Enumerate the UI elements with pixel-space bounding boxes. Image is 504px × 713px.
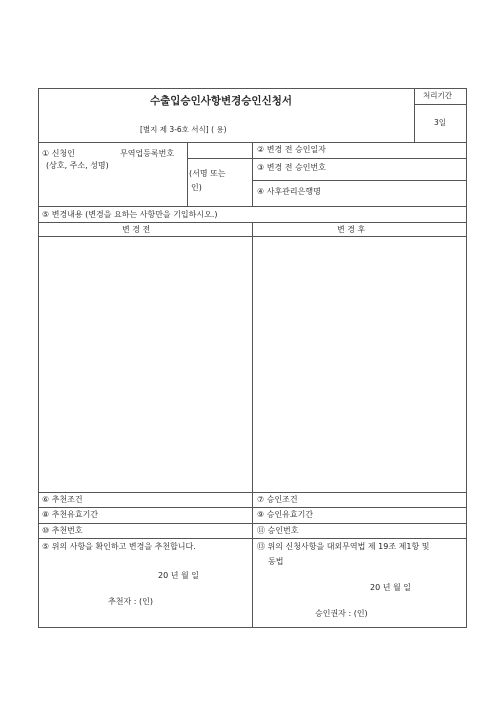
after-column-header: 변 경 후 [337,225,366,234]
row-line-4 [38,538,467,539]
form-title: 수출입승인사항변경승인신청서 [150,95,293,107]
change-content-label: ⑤ 변경내용 (변경을 요하는 사항만을 기입하시오.) [42,210,218,219]
trade-registration-label: 무역업등록번호 [120,149,175,158]
fields-divider [252,142,253,206]
approve-statement-1: ⑬ 위의 신청사항을 대외무역법 제 19조 제1항 및 [257,542,430,551]
approver-signature: 승인권자 : (인) [315,609,368,618]
recommend-condition: ⑥ 추천조건 [42,495,83,504]
processing-period-label: 처리기간 [423,91,452,100]
field-approval-number: ③ 변경 전 승인번호 [257,163,326,172]
form-subtitle: [별지 제 3-6호 서식] ( 용) [140,125,227,134]
field-line-2 [252,158,467,159]
row-line-2 [38,507,467,508]
recommend-statement: ⑤ 위의 사항을 확인하고 변경을 추천합니다. [42,542,196,551]
recommend-validity: ⑧ 추천유효기간 [42,510,99,519]
applicant-label: ① 신청인 [42,149,75,158]
recommender-signature: 추천자 : (인) [108,597,153,606]
approval-condition: ⑦ 승인조건 [257,495,298,504]
sign-cell-top [187,158,252,159]
approve-statement-2: 동법 [268,557,284,566]
sign-label-2: 인) [191,183,202,192]
applicant-sub-label: (상호, 주소, 성명) [46,161,109,170]
recommend-date: 20 년 월 일 [158,571,199,580]
applicant-bottom-line [38,206,467,207]
center-divider [252,222,253,628]
sign-label-1: (서명 또는 [189,169,226,178]
approval-validity: ⑨ 승인유효기간 [257,510,314,519]
before-column-header: 변 경 전 [122,225,151,234]
period-divider [414,104,467,105]
approval-number: ⑪ 승인번호 [257,526,299,535]
field-line-3 [252,180,467,181]
field-approval-date: ② 변경 전 승인일자 [257,145,326,154]
applicant-divider [187,142,188,206]
header-divider [414,88,415,142]
processing-period-value: 3일 [434,118,447,127]
row-line-3 [38,523,467,524]
field-bank-name: ④ 사후관리은행명 [257,187,321,196]
row-line-1 [38,492,467,493]
recommend-number: ⑩ 추천번호 [42,526,83,535]
approve-date: 20 년 월 일 [370,583,411,592]
